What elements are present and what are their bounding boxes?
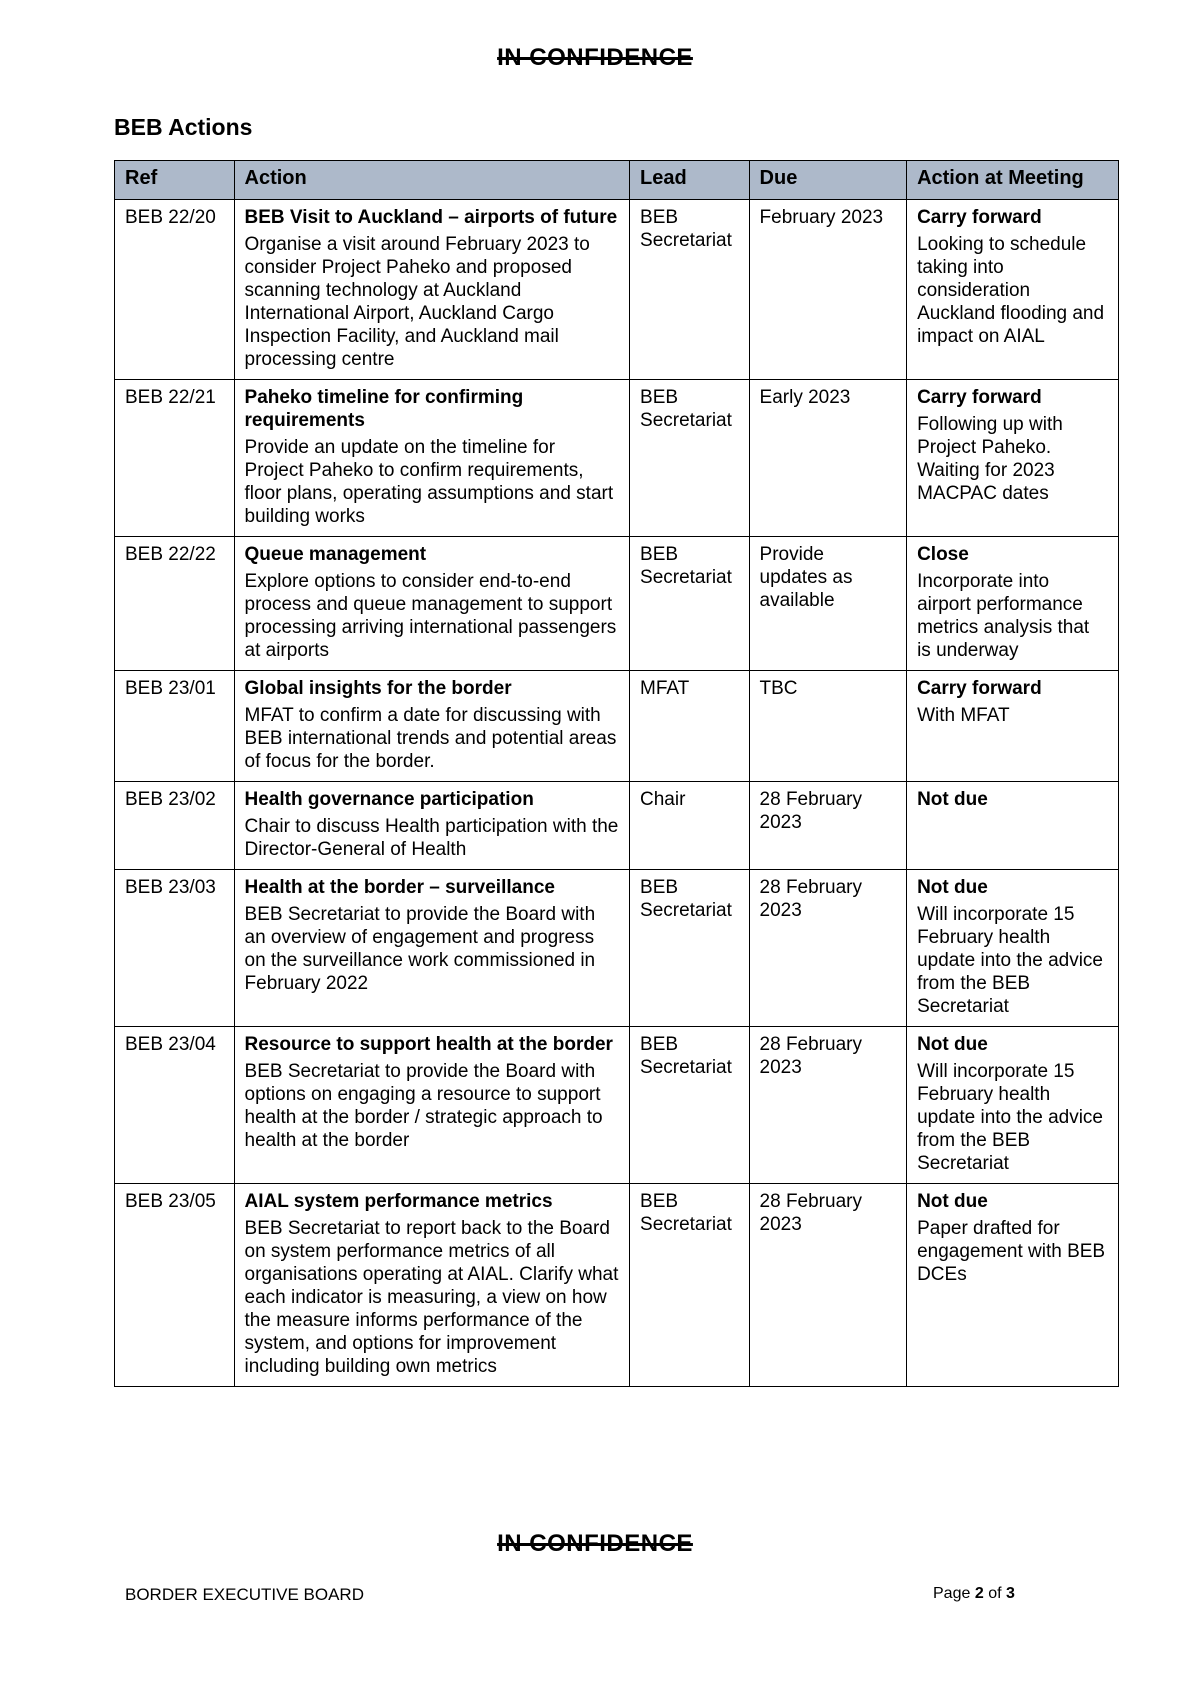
- classification-header: IN CONFIDENCE: [497, 44, 693, 71]
- meeting-result: Carry forward: [917, 207, 1042, 228]
- page-total: 3: [1005, 1585, 1015, 1602]
- cell-ref: BEB 23/02: [115, 782, 235, 870]
- cell-action: [234, 1027, 630, 1184]
- action-description: Explore options to consider end-to-end process and queue management to support processing arriving international passengers at airports: [244, 571, 617, 661]
- cell-meeting: [907, 1027, 1119, 1184]
- meeting-note: With MFAT: [917, 705, 1010, 726]
- cell-ref: BEB 22/22: [115, 537, 235, 671]
- meeting-result: Carry forward: [917, 387, 1042, 408]
- action-title: AIAL system performance metrics: [244, 1191, 553, 1212]
- action-description: MFAT to confirm a date for discussing with BEB international trends and potential areas of focus for the border.: [244, 705, 617, 772]
- cell-due: 28 February 2023: [749, 1027, 907, 1184]
- page-of: of: [988, 1585, 1002, 1602]
- cell-meeting: [907, 380, 1119, 537]
- classification-footer: IN CONFIDENCE: [497, 1530, 693, 1557]
- table-row: [115, 537, 1119, 671]
- cell-action: [234, 671, 630, 782]
- header-lead: Lead: [630, 161, 750, 200]
- meeting-note: Looking to schedule taking into consideration Auckland flooding and impact on AIAL: [917, 234, 1105, 347]
- section-title: BEB Actions: [114, 114, 253, 140]
- cell-action: [234, 870, 630, 1027]
- action-description: BEB Secretariat to provide the Board with an overview of engagement and progress on the surveillance work commissioned in February 2022: [244, 904, 596, 994]
- action-description: BEB Secretariat to provide the Board with options on engaging a resource to support health at the border / strategic approach to health at the border: [244, 1061, 603, 1151]
- cell-ref: BEB 22/20: [115, 200, 235, 380]
- cell-meeting: [907, 671, 1119, 782]
- table-row: [115, 782, 1119, 870]
- action-title: Paheko timeline for confirming requirements: [244, 387, 524, 431]
- meeting-result: Carry forward: [917, 678, 1042, 699]
- meeting-note: Incorporate into airport performance metrics analysis that is underway: [917, 571, 1090, 661]
- header-action: Action: [234, 161, 630, 200]
- table-row: [115, 380, 1119, 537]
- cell-due: 28 February 2023: [749, 1184, 907, 1387]
- action-title: Global insights for the border: [244, 678, 512, 699]
- meeting-note: Following up with Project Paheko. Waiting for 2023 MACPAC dates: [917, 414, 1063, 504]
- cell-action: [234, 782, 630, 870]
- table-header-row: [115, 161, 1119, 200]
- action-description: Chair to discuss Health participation with the Director-General of Health: [244, 816, 619, 860]
- cell-meeting: [907, 200, 1119, 380]
- cell-meeting: [907, 782, 1119, 870]
- cell-lead: BEB Secretariat: [630, 380, 750, 537]
- cell-ref: BEB 23/03: [115, 870, 235, 1027]
- cell-ref: BEB 23/05: [115, 1184, 235, 1387]
- cell-action: [234, 200, 630, 380]
- header-due: Due: [749, 161, 907, 200]
- action-description: BEB Secretariat to report back to the Board on system performance metrics of all organisations operating at AIAL. Clarify what each indicator is measuring, a view on how the measure informs performance of the system, and options for improvement including building own metrics: [244, 1218, 619, 1377]
- cell-lead: MFAT: [630, 671, 750, 782]
- actions-table: [114, 160, 1119, 1387]
- page-current: 2: [974, 1585, 984, 1602]
- table-row: [115, 671, 1119, 782]
- meeting-note: Will incorporate 15 February health update into the advice from the BEB Secretariat: [917, 1061, 1103, 1174]
- header-action-at-meeting: Action at Meeting: [907, 161, 1119, 200]
- table-row: [115, 1027, 1119, 1184]
- cell-due: Early 2023: [749, 380, 907, 537]
- action-title: Health governance participation: [244, 789, 534, 810]
- action-title: Health at the border – surveillance: [244, 877, 555, 898]
- cell-lead: BEB Secretariat: [630, 1027, 750, 1184]
- action-description: Organise a visit around February 2023 to consider Project Paheko and proposed scanning technology at Auckland International Airport, Auckland Cargo Inspection Facility, and Auckland mail processing centre: [244, 234, 590, 370]
- header-ref: Ref: [115, 161, 235, 200]
- cell-lead: BEB Secretariat: [630, 870, 750, 1027]
- action-description: Provide an update on the timeline for Project Paheko to confirm requirements, floor plans, operating assumptions and start building works: [244, 437, 614, 527]
- cell-meeting: [907, 1184, 1119, 1387]
- cell-lead: Chair: [630, 782, 750, 870]
- cell-ref: BEB 23/01: [115, 671, 235, 782]
- cell-meeting: [907, 870, 1119, 1027]
- cell-due: 28 February 2023: [749, 870, 907, 1027]
- cell-lead: BEB Secretariat: [630, 537, 750, 671]
- meeting-result: Not due: [917, 1034, 988, 1055]
- cell-action: [234, 537, 630, 671]
- cell-due: 28 February 2023: [749, 782, 907, 870]
- table-row: [115, 200, 1119, 380]
- meeting-note: Paper drafted for engagement with BEB DCEs: [917, 1218, 1106, 1285]
- footer-organisation: BORDER EXECUTIVE BOARD: [125, 1585, 364, 1604]
- cell-due: Provide updates as available: [749, 537, 907, 671]
- meeting-note: Will incorporate 15 February health update into the advice from the BEB Secretariat: [917, 904, 1103, 1017]
- cell-ref: BEB 23/04: [115, 1027, 235, 1184]
- cell-ref: BEB 22/21: [115, 380, 235, 537]
- meeting-result: Not due: [917, 877, 988, 898]
- cell-due: TBC: [749, 671, 907, 782]
- cell-lead: BEB Secretariat: [630, 1184, 750, 1387]
- cell-lead: BEB Secretariat: [630, 200, 750, 380]
- meeting-result: Not due: [917, 1191, 988, 1212]
- cell-meeting: [907, 537, 1119, 671]
- cell-due: February 2023: [749, 200, 907, 380]
- action-title: BEB Visit to Auckland – airports of future: [244, 207, 618, 228]
- cell-action: [234, 380, 630, 537]
- page-word: Page: [933, 1585, 971, 1602]
- table-row: [115, 870, 1119, 1027]
- meeting-result: Not due: [917, 789, 988, 810]
- table-row: [115, 1184, 1119, 1387]
- meeting-result: Close: [917, 544, 969, 565]
- action-title: Queue management: [244, 544, 427, 565]
- cell-action: [234, 1184, 630, 1387]
- action-title: Resource to support health at the border: [244, 1034, 613, 1055]
- page-number: [933, 1585, 1015, 1603]
